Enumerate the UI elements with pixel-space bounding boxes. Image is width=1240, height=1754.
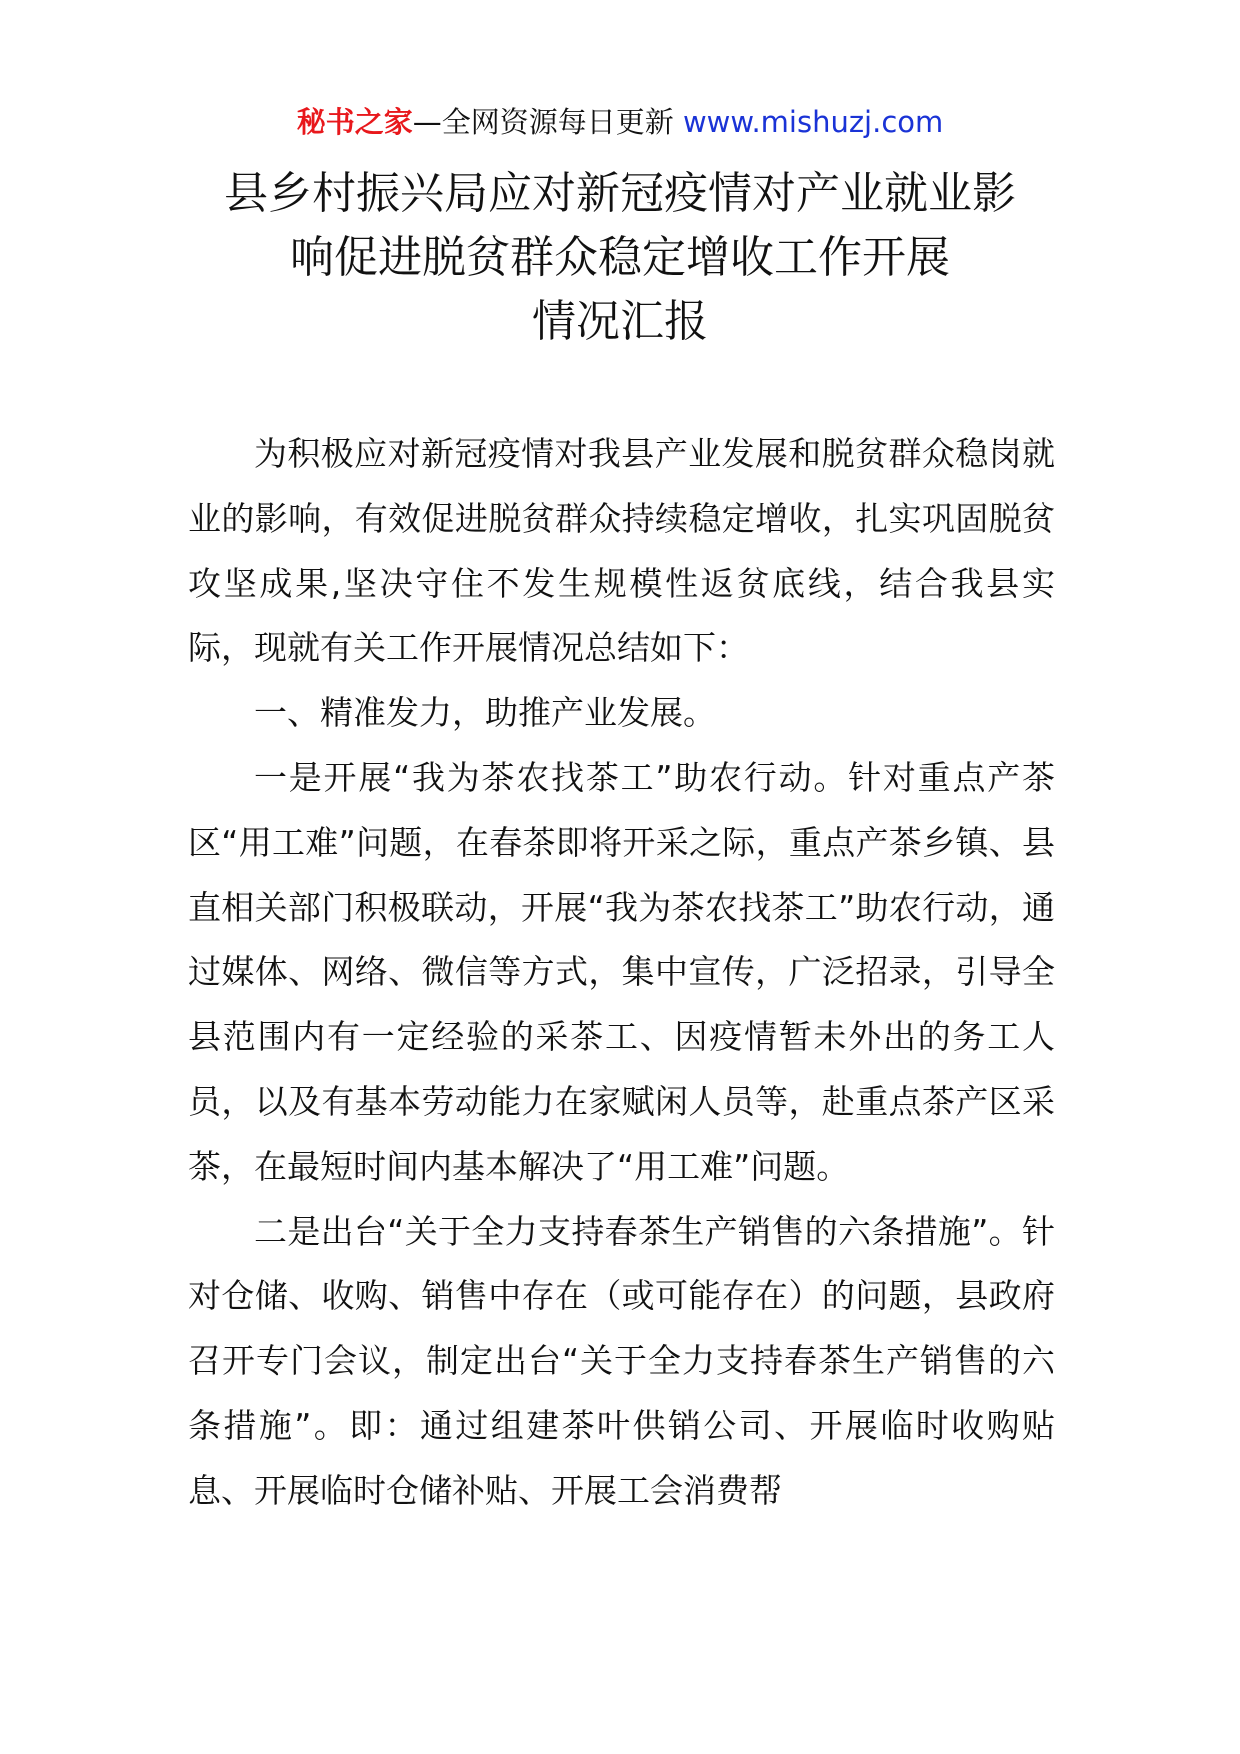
intro-paragraph: 为积极应对新冠疫情对我县产业发展和脱贫群众稳岗就业的影响，有效促进脱贫群众持续稳定增收，扎实巩固脱贫攻坚成果,坚决守住不发生规模性返贫底线，结合我县实际，现就有关工作开展情况总结如下： <box>188 434 1055 668</box>
body-paragraph-1: 一是开展“我为茶农找茶工”助农行动。针对重点产茶区“用工难”问题，在春茶即将开采之际，重点产茶乡镇、县直相关部门积极联动，开展“我为茶农找茶工”助农行动，通过媒体、网络、微信等方式，集中宣传，广泛招录，引导全县范围内有一定经验的采茶工、因疫情暂未外出的务工人员，以及有基本劳动能力在家赋闲人员等，赴重点茶产区采茶，在最短时间内基本解决了“用工难”问题。 <box>188 757 1055 1186</box>
document-body <box>188 422 1055 1524</box>
document-title <box>150 162 1090 354</box>
body-paragraph-2: 二是出台“关于全力支持春茶生产销售的六条措施”。针对仓储、收购、销售中存在（或可能存在）的问题，县政府召开专门会议，制定出台“关于全力支持春茶生产销售的六条措施”。即：通过组建茶叶供销公司、开展临时收购贴息、开展临时仓储补贴、开展工会消费帮 <box>188 1211 1055 1510</box>
header-tagline: —全网资源每日更新 <box>412 105 683 139</box>
site-url-link[interactable]: www.mishuzj.com <box>682 105 944 139</box>
brand-name: 秘书之家 <box>296 105 413 139</box>
site-header <box>0 102 1240 142</box>
section-heading-1: 一、精准发力，助推产业发展。 <box>254 693 716 733</box>
title-line-1: 县乡村振兴局应对新冠疫情对产业就业影 <box>224 168 1016 219</box>
title-line-3: 情况汇报 <box>532 296 708 347</box>
title-line-2: 响促进脱贫群众稳定增收工作开展 <box>290 232 950 283</box>
